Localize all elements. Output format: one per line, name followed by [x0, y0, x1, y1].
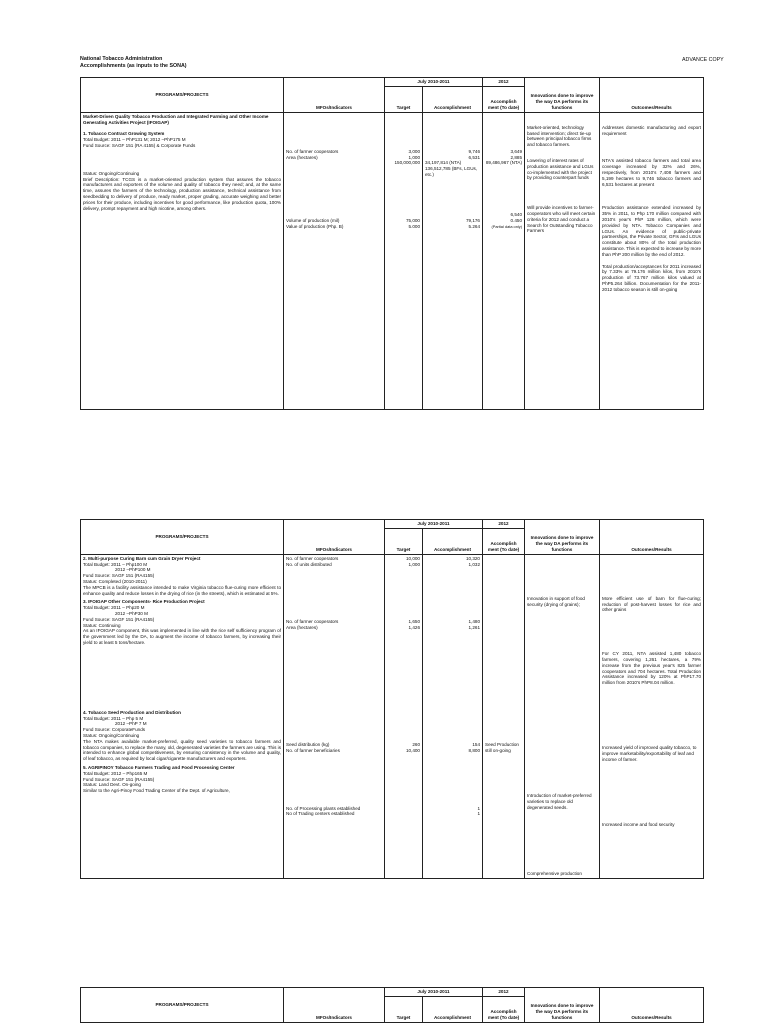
col-accomplishment: Accomplishment [423, 996, 483, 1022]
outcome-text: NTA's assisted tobacco farmers and total area coverage increased by 32% and 26%, respectively, from 2010's 7,408 farmers and 5,199 hectares to 9,746 tobacco farmers and 6,531 hectares at present [602, 158, 701, 187]
outcome-text: Total production/acceptances for 2011 increased by 7.33% at 79.176 million kilos, from 2010's production of 73.767 million kilos valued at PhP5.264 billion. Documentation for the 2011-2012 tobacco season is still on-going [602, 263, 701, 292]
program-fund: Fund Source: SAGF 151 (RA4155) [83, 776, 155, 782]
report-table-page3 [80, 987, 704, 1023]
accomplishment-2012-value: 3,649 [510, 148, 522, 154]
program-status: Status: Land Devt. On-going [83, 782, 141, 788]
program-cell-2 [81, 554, 284, 878]
program-budget: Total Budget: 2011 – Php100 M [83, 561, 148, 567]
program-status: Status: Continuing [83, 622, 121, 628]
target-cell-2 [385, 554, 423, 878]
program-title: 1. Tobacco Contract Growing System [83, 131, 165, 137]
target-value: 10,000 [405, 555, 420, 561]
col-innovations: Innovations done to improve the way DA performs its functions [525, 520, 600, 555]
period-2012: 2012 [483, 78, 525, 87]
period-2010-2011: July 2010-2011 [385, 78, 483, 87]
col-mfos: MFOs/Indicators [284, 988, 385, 1023]
target-value: 75,000 [405, 218, 420, 224]
outcome-text: More efficient use of barn for flue-curing; reduction of post-harvest losses for rice and other grains [602, 595, 701, 613]
outcome-text: For CY 2011, NTA assisted 1,480 tobacco farmers, covering 1,261 hectares, a 79% increase from the previous year's 825 farmer cooperators and 704 hectares. Total Production Assistance increased by 120% at PhP17.70 million from 2010's PhP8.04 million. [602, 651, 701, 686]
period-2010-2011: July 2010-2011 [385, 520, 483, 529]
innovation-cell-2 [525, 554, 600, 878]
program-title: 5. AGRIPINOY Tobacco Farmers Trading and Food Processing Center [83, 764, 235, 770]
mfo-item: No. of farmer beneficiaries [286, 747, 340, 753]
accomplishment-2012-value: 0.450 [510, 217, 522, 223]
accomplishment-value: 1 [477, 811, 480, 817]
accomplishment-value: 8,800 [468, 747, 480, 753]
program-fund: Fund Source: SAGF 151 (RA4155) [83, 616, 155, 622]
accomplishment-value: 10,320 [465, 555, 480, 561]
program-fund: Fund Source: CorporateFunds [83, 727, 146, 733]
mfo-item: Area (hectares) [286, 625, 318, 631]
col-mfos: MFOs/Indicators [284, 520, 385, 555]
period-2012: 2012 [483, 988, 525, 997]
col-outcomes: Outcomes/Results [600, 78, 704, 113]
program-title: 4. Tobacco Seed Production and Distribution [83, 709, 181, 715]
accomplishment-value: 34,197,814 (NTA) 136,512,785 (BFs, LGUs, etc.) [425, 160, 478, 177]
mfo-item: Volume of production (mil) [286, 218, 340, 224]
mfo-item: No. of Processing plants established [286, 805, 361, 811]
report-subtitle: Accomplishments (as inputs to the SONA) [80, 63, 187, 69]
innovation-text: Introduction of market-preferred varieties to replace old degenerated seeds. [527, 793, 592, 810]
program-fund: Fund Source: SAGF 151 (RA 4155) & Corporate Funds [83, 142, 196, 148]
target-value: 1,426 [408, 625, 420, 631]
mfo-cell-1 [284, 112, 385, 409]
col-outcomes: Outcomes/Results [600, 520, 704, 555]
program-description: The NTA makes available market-preferred, quality seed varieties to tobacco farmers and tobacco companies, to replace the many, old, degenerated varieties the farmers are using. This is intended to enhance global competitiveness, by ensuring consistency in the volume and quality, of leaf tobacco, as required by local cigar/cigarette manufacturers and exporters. [83, 738, 281, 762]
col-target: Target [385, 528, 423, 554]
accomplishment-cell-2 [423, 554, 483, 878]
mfo-item: No. of farmer cooperators [286, 619, 339, 625]
program-budget: 2012 –PhP100 M [115, 567, 151, 573]
accomplishment-value: 6,531 [468, 154, 480, 160]
program-status: Status: Ongoing/Continuing [83, 170, 140, 176]
mfo-item: No. of units distributed [286, 561, 332, 567]
seed-production-note: Seed Production still on-going [485, 741, 519, 753]
accomplishment-2012-cell-1 [483, 112, 525, 409]
mfo-item: No. of farmer cooperators [286, 148, 339, 154]
program-cell-1 [81, 112, 284, 409]
target-value: 10,400 [405, 747, 420, 753]
col-outcomes: Outcomes/Results [600, 988, 704, 1023]
section-title: Market-Driven Quality Tobacco Production and Integrated Farming and Other Income Generating Activities Project (IFOIGAP) [83, 113, 269, 125]
col-programs: PROGRAMS/PROJECTS [81, 988, 284, 1023]
col-innovations: Innovations done to improve the way DA performs its functions [525, 78, 600, 113]
period-2012: 2012 [483, 520, 525, 529]
col-accomplishment-2012: Accomplish ment (To date) [483, 996, 525, 1022]
outcome-cell-2 [600, 554, 704, 878]
accomplishment-2012-value: 89,486,967 (NTA) [485, 160, 522, 166]
mfo-item: No. of farmer cooperators [286, 555, 339, 561]
outcome-text: Increased income and food security [602, 822, 675, 828]
innovation-text: Market-oriented, technology based intervention; direct tie-up between principal tobacco firms and tobacco farmers. [527, 124, 592, 148]
col-programs: PROGRAMS/PROJECTS [81, 78, 284, 113]
target-value: 1,650 [408, 619, 420, 625]
outcome-cell-1 [600, 112, 704, 409]
mfo-item: Value of production (Php. B) [286, 224, 344, 230]
target-cell-1 [385, 112, 423, 409]
accomplishment-2012-value: 6,540 [510, 212, 522, 218]
program-status: Status: Ongoing/Continuing [83, 732, 140, 738]
accomplishment-value: 1,261 [468, 625, 480, 631]
program-status: Status: Completed (2010-2011) [83, 578, 147, 584]
program-budget: Total Budget: 2011 – Php 5 M [83, 715, 144, 721]
org-name: National Tobacco Administration [80, 56, 163, 62]
program-description: Similar to the Agri-Pinoy Food Trading Center of the Dept. of Agriculture, [83, 788, 230, 794]
advance-copy-label: ADVANCE COPY [682, 57, 724, 63]
target-value: 1,000 [408, 154, 420, 160]
partial-data-note: (Partial data only) [491, 223, 522, 229]
report-table-page2 [80, 519, 704, 879]
mfo-item: No of Trading centers established [286, 811, 355, 817]
col-accomplishment-2012: Accomplish ment (To date) [483, 528, 525, 554]
outcome-text: Increased yield of improved quality tobacco, to improve marketability/exportability of leaf and income of farmer. [602, 744, 697, 762]
program-title: 2. Multi-purpose Curing Barn cum Grain Dryer Project [83, 555, 201, 561]
col-programs: PROGRAMS/PROJECTS [81, 520, 284, 555]
col-accomplishment-2012: Accomplish ment (To date) [483, 86, 525, 112]
col-mfos: MFOs/Indicators [284, 78, 385, 113]
accomplishment-2012-value: 2,885 [510, 154, 522, 160]
program-budget: 2012 –PhP 7 M [115, 721, 147, 727]
program-description: As an IFOIGAP component, this was implemented in line with the rice self sufficiency program of the government led by the DA, to augment the income of tobacco farmers, by increasing their yield to at least 5 tons/hectare. [83, 628, 281, 645]
mfo-item: Seed distribution (kg) [286, 741, 330, 747]
accomplishment-value: 154 [472, 741, 480, 747]
period-2010-2011: July 2010-2011 [385, 988, 483, 997]
accomplishment-value: 9,746 [468, 148, 480, 154]
accomplishment-value: 79,176 [465, 217, 480, 223]
innovation-text: Innovation in support of food security (drying of grains); [527, 595, 585, 607]
program-description: Brief Description: TCGS is a market-oriented production system that assures the tobacco manufacturers and exporters of the volume and quality of tobacco they need; and, at the same time, assures the farmers of the technology, production assistance, technical assistance from seedbedding to delivery of produce, ready market, proper grading, accurate weighing and better prices for their produce, including incentives for good performance, like production quota, 100% delivery, prompt repayment and high nicotine, among others. [83, 176, 281, 211]
innovation-text: Comprehensive production [527, 870, 582, 876]
document-header [80, 56, 187, 70]
accomplishment-value: 1,032 [468, 561, 480, 567]
accomplishment-value: 5.264 [468, 223, 480, 229]
program-budget: 2012 –PhP30 M [115, 610, 148, 616]
innovation-text: Will provide incentives to farmer-cooperators who will meet certain criteria for 2012 and conduct a Search for Outstanding Tobacco Farmers [527, 205, 596, 234]
outcome-text: Production assistance extended increased by 35% in 2011, to Php 170 million compared with 2010's year's PhP 126 million, which were provided by NTA. Tobacco Companies and LGUs. An evidence of public-private partnerships, the Private Sector, GFIs and LGUs constitute about 80% of the total production assistance. This is expected to increase by more than PhP 200 million by the end of 2012. [602, 205, 701, 257]
target-value: 3,000 [408, 148, 420, 154]
col-accomplishment: Accomplishment [423, 86, 483, 112]
col-accomplishment: Accomplishment [423, 528, 483, 554]
target-value: 1,000 [408, 561, 420, 567]
program-description: The MPCB is a facility assistance intended to make Virginia tobacco flue-curing more efficient to enhance quality and reduce losses in the drying of rice (in the streets), which is estimated at 5%. [83, 584, 281, 596]
mfo-cell-2 [284, 554, 385, 878]
accomplishment-value: 1 [477, 805, 480, 811]
report-table-page1 [80, 77, 704, 410]
program-budget: Total Budget: 2011 – Php20 M [83, 605, 145, 611]
innovation-text: Lowering of interest rates of production assistance and LGUs co-implemented with the project by providing counterpart funds [527, 157, 594, 181]
accomplishment-cell-1 [423, 112, 483, 409]
col-target: Target [385, 996, 423, 1022]
target-value: 5.000 [408, 223, 420, 229]
col-target: Target [385, 86, 423, 112]
program-budget: Total Budget: 2011 – PhP131 M; 2012 –PhP175 M [83, 137, 186, 143]
accomplishment-value: 1,480 [468, 619, 480, 625]
innovation-cell-1 [525, 112, 600, 409]
target-value: 150,000,000 [394, 160, 420, 166]
program-fund: Fund Source: SAGF 151 (RA4155) [83, 573, 155, 579]
mfo-item: Area (hectares) [286, 154, 318, 160]
accomplishment-2012-cell-2 [483, 554, 525, 878]
target-value: 260 [412, 741, 420, 747]
col-innovations: Innovations done to improve the way DA performs its functions [525, 988, 600, 1023]
program-title: 3. IFOIGAP Other Components- Rice Production Project [83, 599, 205, 605]
program-budget: Total Budget: 2012 – Php165 M [83, 770, 148, 776]
outcome-text: Addresses domestic manufacturing and export requirement [602, 124, 701, 136]
